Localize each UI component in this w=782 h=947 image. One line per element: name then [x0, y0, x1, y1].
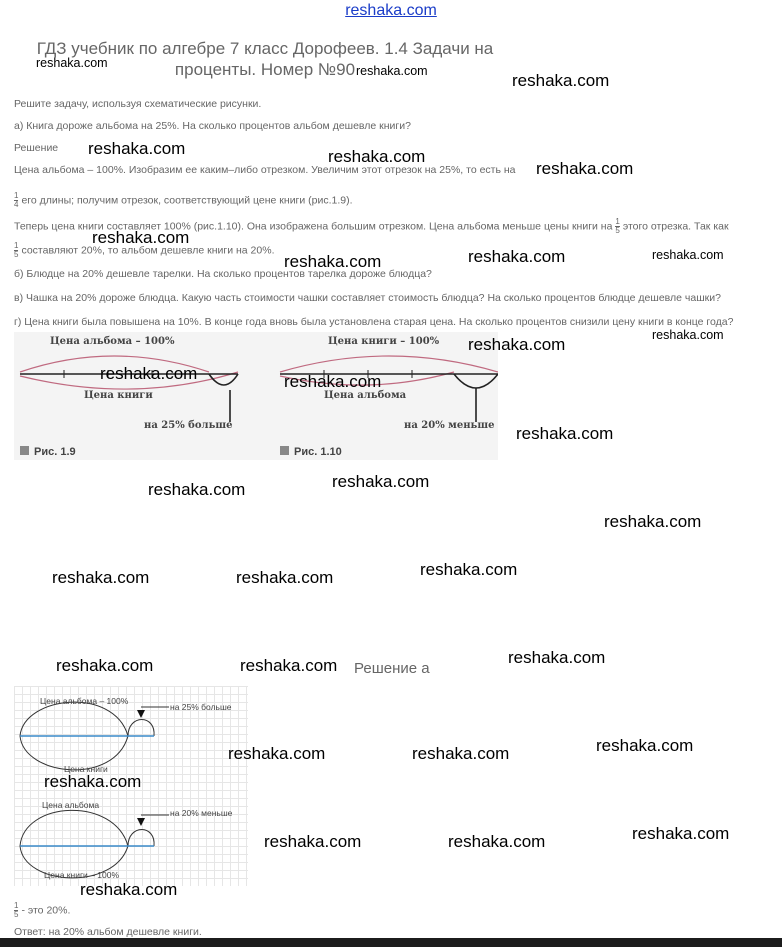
watermark: reshaka.com	[652, 328, 724, 342]
fig110-caption: Рис. 1.10	[280, 446, 342, 458]
task-v: в) Чашка на 20% дороже блюдца. Какую часть стоимости чашки составляет стоимость блюдца? На сколько процентов блюдце дешевле чашки?	[14, 292, 721, 304]
result-line: $\frac{1}{5}$ - это 20%.	[14, 901, 71, 919]
watermark: reshaka.com	[468, 335, 566, 354]
watermark: reshaka.com	[512, 71, 610, 90]
fig19-bottom-label: Цена книги	[84, 390, 153, 401]
grid1-arrow-label: на 25% больше	[170, 702, 232, 712]
fig110-top-label: Цена книги – 100%	[328, 336, 440, 347]
watermark: reshaka.com	[56, 656, 154, 675]
watermark: reshaka.com	[516, 424, 614, 443]
watermark: reshaka.com	[332, 472, 430, 491]
watermark: reshaka.com	[100, 364, 198, 383]
watermark: reshaka.com	[356, 64, 428, 78]
watermark: reshaka.com	[508, 648, 606, 667]
watermark: reshaka.com	[52, 568, 150, 587]
watermark: reshaka.com	[652, 248, 724, 262]
page-title: ГДЗ учебник по алгебре 7 класс Дорофеев. 1.4 Задачи на проценты. Номер №90	[36, 39, 494, 79]
answer: Ответ: на 20% альбом дешевле книги.	[14, 926, 202, 938]
watermark: reshaka.com	[420, 560, 518, 579]
grid2-bottom-label: Цена книги – 100%	[44, 870, 119, 880]
watermark: reshaka.com	[284, 372, 382, 391]
bottom-bar	[0, 938, 782, 947]
watermark: reshaka.com	[328, 147, 426, 166]
watermark: reshaka.com	[536, 159, 634, 178]
fig19-top-label: Цена альбома – 100%	[50, 336, 175, 347]
watermark: reshaka.com	[88, 139, 186, 158]
solution-label: Решение	[14, 142, 59, 154]
watermark: reshaka.com	[236, 568, 334, 587]
task-a: а) Книга дороже альбома на 25%. На сколько процентов альбом дешевле книги?	[14, 120, 411, 132]
watermark: reshaka.com	[36, 56, 108, 70]
grid2-top-label: Цена альбома	[42, 800, 100, 810]
site-link[interactable]: reshaka.com	[345, 2, 437, 19]
solution-line-2: $\frac{1}{4}$ его длины; получим отрезок, соответствующий цене книги (рис.1.9).	[14, 191, 353, 209]
fig19-arrow-label: на 25% больше	[144, 420, 233, 431]
solution-line-3: Теперь цена книги составляет 100% (рис.1.10). Она изображена большим отрезком. Цена альбома меньше цены книги на $\frac{1}{5}$ этого отрезка. Так как	[14, 217, 729, 235]
watermark: reshaka.com	[92, 228, 190, 247]
watermark: reshaka.com	[240, 656, 338, 675]
watermark: reshaka.com	[80, 880, 178, 899]
watermark: reshaka.com	[468, 247, 566, 266]
fraction-quarter: $\frac{1}{4}$	[14, 191, 19, 209]
fig110-bottom-label: Цена альбома	[324, 390, 407, 401]
watermark: reshaka.com	[264, 832, 362, 851]
watermark: reshaka.com	[284, 252, 382, 271]
solution-a-heading: Решение а	[354, 660, 430, 677]
watermark: reshaka.com	[448, 832, 546, 851]
figures-panel	[14, 332, 498, 460]
fig110-arrow-label: на 20% меньше	[404, 420, 495, 431]
fig19-caption: Рис. 1.9	[20, 446, 76, 458]
grid2-arrow-label: на 20% меньше	[170, 808, 233, 818]
watermark: reshaka.com	[44, 772, 142, 791]
watermark: reshaka.com	[412, 744, 510, 763]
watermark: reshaka.com	[596, 736, 694, 755]
watermark: reshaka.com	[228, 744, 326, 763]
grid1-top-label: Цена альбома – 100%	[40, 696, 129, 706]
task-g: г) Цена книги была повышена на 10%. В конце года вновь была установлена старая цена. На сколько процентов снизили цену книги в конце года?	[14, 316, 734, 328]
grid1-bottom-label: Цена книги	[64, 764, 108, 774]
watermark: reshaka.com	[148, 480, 246, 499]
task-intro: Решите задачу, используя схематические рисунки.	[14, 98, 262, 110]
task-b: б) Блюдце на 20% дешевле тарелки. На сколько процентов тарелка дороже блюдца?	[14, 268, 432, 280]
watermark: reshaka.com	[604, 512, 702, 531]
watermark: reshaka.com	[632, 824, 730, 843]
solution-line-4: $\frac{1}{5}$ составляют 20%, то альбом дешевле книги на 20%.	[14, 241, 275, 259]
solution-line-1: Цена альбома – 100%. Изобразим ее каким–либо отрезком. Увеличим этот отрезок на 25%, то есть на	[14, 164, 516, 176]
